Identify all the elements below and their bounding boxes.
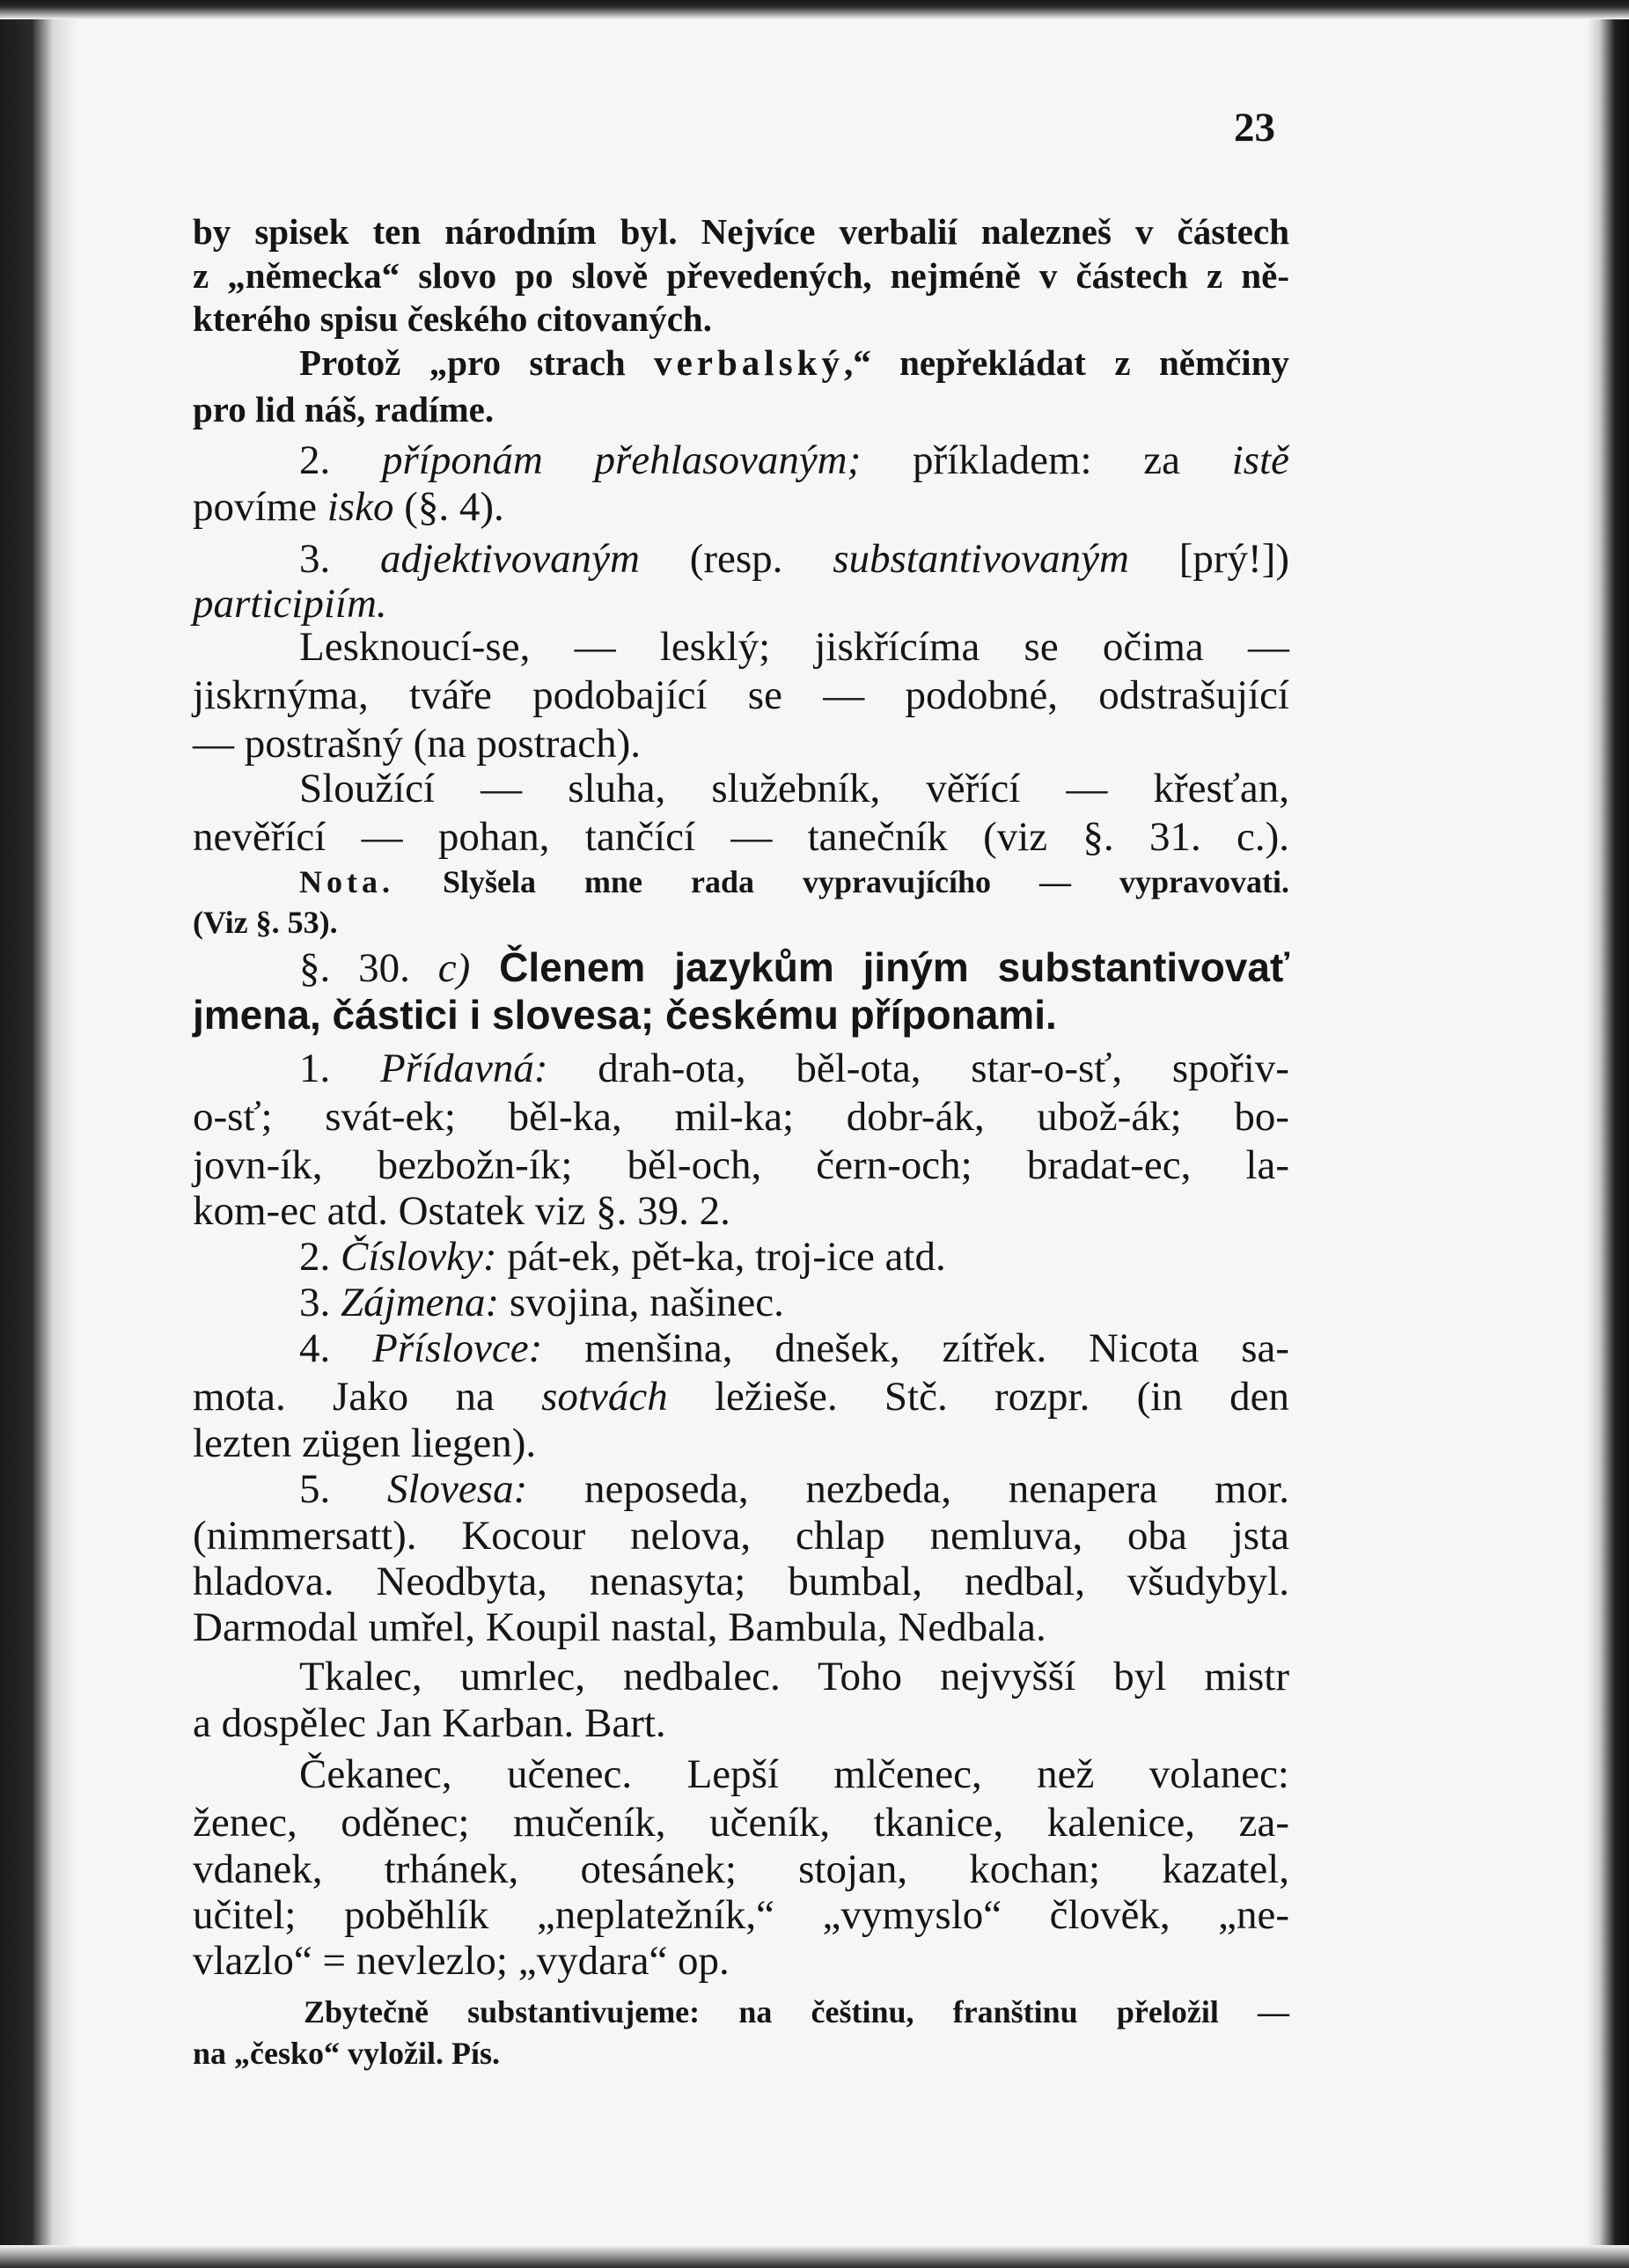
text-line: 3. Zájmena: svojina, našinec. <box>299 1280 784 1325</box>
text-line: z „německa“ slovo po slově převedených, nejméně v částech z ně- <box>193 255 1289 296</box>
text-line: (Viz §. 53). <box>193 905 338 940</box>
text-line: 1. Přídavná: drah-ota, běl-ota, star-o-sť, spořiv- <box>299 1046 1289 1091</box>
text-line: kterého spisu českého citovaných. <box>193 298 712 339</box>
text-line: Nota. Slyšela mne rada vypravujícího — vypravovati. <box>299 864 1289 899</box>
text-line: mota. Jako na sotvách ležieše. Stč. rozpr. (in den <box>193 1374 1289 1420</box>
text-line: Lesknoucí-se, — lesklý; jiskřícíma se očima — <box>299 624 1289 670</box>
page-number: 23 <box>1234 105 1275 150</box>
text-line: Sloužící — sluha, služebník, věřící — křesťan, <box>299 766 1289 811</box>
text-line: lezten zügen liegen). <box>193 1420 537 1466</box>
text-line: ženec, oděnec; mučeník, učeník, tkanice, kalenice, za- <box>193 1800 1289 1846</box>
text-line: participiím. <box>193 581 387 627</box>
text-line: 3. adjektivovaným (resp. substantivovaným [prý!]) <box>299 536 1289 582</box>
text-line: Darmodal umřel, Koupil nastal, Bambula, Nedbala. <box>193 1604 1046 1650</box>
text-line: Čekanec, učenec. Lepší mlčenec, než volanec: <box>299 1751 1289 1797</box>
text-line: jiskrnýma, tváře podobající se — podobné, odstrašující <box>193 672 1289 718</box>
text-line: vdanek, trhánek, otesánek; stojan, kochan; kazatel, <box>193 1846 1289 1892</box>
text-line: nevěřící — pohan, tančící — tanečník (viz §. 31. c.). <box>193 814 1289 860</box>
section-heading: §. 30. c) Členem jazykům jiným substantivovať <box>299 944 1290 991</box>
text-line: 5. Slovesa: neposeda, nezbeda, nenapera mor. <box>299 1466 1289 1512</box>
text-line: o-sť; svát-ek; běl-ka, mil-ka; dobr-ák, ubož-ák; bo- <box>193 1094 1289 1140</box>
section-heading: jmena, částici i slovesa; českému příponami. <box>193 992 1057 1038</box>
text-line: 4. Příslovce: menšina, dnešek, zítřek. Nicota sa- <box>299 1325 1289 1371</box>
text-line: jovn-ík, bezbožn-ík; běl-och, čern-och; bradat-ec, la- <box>193 1142 1289 1188</box>
scan-edge-left <box>0 0 77 2268</box>
text-line: a dospělec Jan Karban. Bart. <box>193 1700 666 1746</box>
text-line: učitel; poběhlík „neplatežník,“ „vymyslo“ člověk, „ne- <box>193 1892 1289 1938</box>
text-line: Protož „pro strach verbalský,“ nepřekládat z němčiny <box>299 342 1289 383</box>
text-line: hladova. Neodbyta, nenasyta; bumbal, nedbal, všudybyl. <box>193 1559 1289 1604</box>
text-line: Tkalec, umrlec, nedbalec. Toho nejvyšší byl mistr <box>299 1654 1289 1699</box>
text-line: 2. Číslovky: pát-ek, pět-ka, troj-ice atd. <box>299 1234 946 1280</box>
text-line: 2. příponám přehlasovaným; příkladem: za istě <box>299 437 1290 483</box>
text-line: pro lid náš, radíme. <box>193 389 495 429</box>
text-line: kom-ec atd. Ostatek viz §. 39. 2. <box>193 1188 730 1234</box>
text-line: povíme isko (§. 4). <box>193 484 504 530</box>
scan-edge-right <box>1587 0 1629 2268</box>
text-line: (nimmersatt). Kocour nelova, chlap nemluva, oba jsta <box>193 1513 1289 1559</box>
scan-edge-top <box>0 0 1629 19</box>
text-line: Zbytečně substantivujeme: na češtinu, franštinu přeložil — <box>304 1994 1289 2029</box>
text-line: — postrašný (na postrach). <box>193 721 642 767</box>
text-line: na „česko“ vyložil. Pís. <box>193 2036 500 2071</box>
scan-edge-bottom <box>0 2245 1629 2268</box>
text-line: vlazlo“ = nevlezlo; „vydara“ op. <box>193 1938 730 1984</box>
text-line: by spisek ten národním byl. Nejvíce verbalií nalezneš v částech <box>193 211 1289 252</box>
